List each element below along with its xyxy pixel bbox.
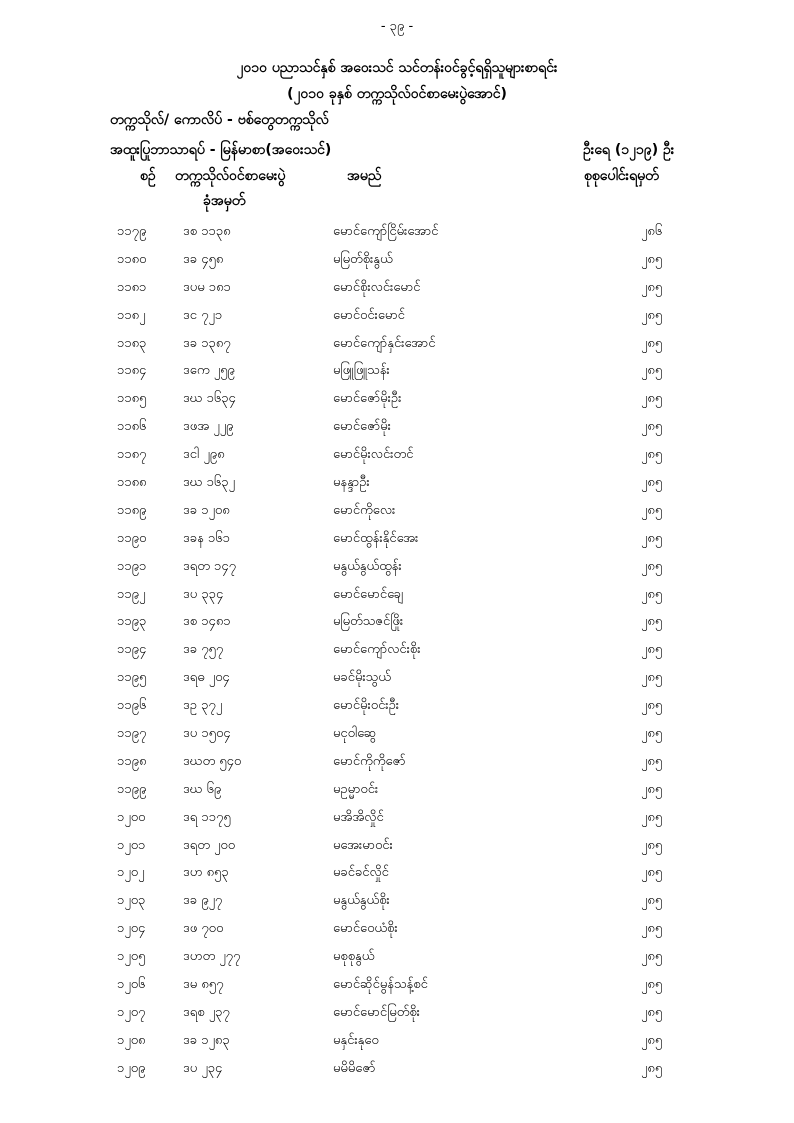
name-cell: မောင်ကျော်လင်းစိုး — [333, 642, 421, 658]
roll-number-cell: ဒဟ ၈၅၃ — [183, 865, 229, 881]
name-cell: မောင်ဇော်မိုးဦး — [333, 391, 402, 407]
serial-cell: ၁၂၀၅ — [117, 949, 146, 965]
roll-number-cell: ဒမ ၈၅၇ — [183, 977, 224, 993]
marks-cell: ၂၈၅ — [641, 307, 663, 323]
serial-cell: ၁၁၉၉ — [117, 781, 147, 797]
table-row — [0, 335, 794, 363]
table-row — [0, 613, 794, 641]
name-cell: မမိမိဇော် — [333, 1060, 376, 1076]
serial-cell: ၁၁၉၂ — [117, 586, 146, 602]
roll-number-cell: ဒခ ၉၂၇ — [183, 893, 223, 909]
table-row — [0, 1032, 794, 1060]
marks-cell: ၂၈၅ — [641, 530, 663, 546]
marks-cell: ၂၈၅ — [641, 781, 663, 797]
serial-cell: ၁၁၉၅ — [117, 670, 147, 686]
table-row — [0, 725, 794, 753]
marks-cell: ၂၈၅ — [641, 614, 663, 630]
serial-cell: ၁၂၀၈ — [117, 1032, 146, 1048]
name-cell: မနှင်းနုဝေ — [333, 1032, 379, 1048]
marks-cell: ၂၈၅ — [641, 363, 663, 379]
name-cell: မဥမ္မာဝင်း — [333, 781, 379, 797]
column-header-name: အမည် — [347, 168, 382, 184]
roll-number-cell: ဒစ ၁၁၃၈ — [183, 224, 231, 239]
marks-cell: ၂၈၅ — [641, 670, 663, 686]
roll-number-cell: ဒဥ ၃၇၂ — [183, 698, 223, 714]
serial-cell: ၁၂၀၃ — [117, 893, 146, 909]
name-cell: မအိအိလှိုင် — [333, 809, 384, 825]
name-cell: မအေးမာဝင်း — [333, 837, 393, 853]
table-row — [0, 641, 794, 669]
table-row — [0, 837, 794, 865]
roll-number-cell: ဒဖအ ၂၂၉ — [183, 419, 234, 435]
roll-number-cell: ဒင ၇၂၁ — [183, 307, 223, 323]
marks-cell: ၂၈၅ — [641, 977, 663, 993]
marks-cell: ၂၈၅ — [641, 893, 663, 909]
serial-cell: ၁၂၀၄ — [117, 921, 146, 937]
marks-cell: ၂၈၅ — [641, 753, 663, 769]
marks-cell: ၂၈၅ — [641, 391, 663, 407]
serial-cell: ၁၂၀၆ — [117, 977, 146, 993]
roll-number-cell: ဒခ ၄၅၈ — [183, 251, 224, 267]
roll-number-cell: ဒစ ၁၄၈၁ — [183, 614, 231, 630]
name-cell: မောင်ကျော်ငြိမ်းအောင် — [333, 224, 439, 239]
roll-number-cell: ဒခန ၁၆၁ — [183, 530, 230, 546]
table-row — [0, 390, 794, 418]
serial-cell: ၁၁၈၄ — [117, 363, 147, 379]
roll-number-cell: ဒရတ ၁၄၇ — [183, 558, 236, 574]
university-label: တက္ကသိုလ်/ ကောလိပ် - ဗစ်တွေတက္ကသိုလ် — [110, 112, 329, 128]
column-header-roll-no: တက္ကသိုလ်ဝင်စာမေးပွဲ — [175, 168, 286, 184]
roll-number-cell: ဒပမ ၁၈၁ — [183, 279, 231, 295]
roll-number-cell: ဒခ ၁၂၀၈ — [183, 502, 230, 518]
serial-cell: ၁၂၀၀ — [117, 809, 146, 825]
serial-cell: ၁၁၉၈ — [117, 753, 147, 769]
table-row — [0, 307, 794, 335]
roll-number-cell: ဒပ ၂၃၄ — [183, 1060, 223, 1076]
marks-cell: ၂၈၅ — [641, 865, 663, 881]
marks-cell: ၂၈၅ — [641, 809, 663, 825]
marks-cell: ၂၈၅ — [641, 642, 663, 658]
marks-cell: ၂၈၅ — [641, 726, 663, 742]
serial-cell: ၁၂၀၂ — [117, 865, 145, 881]
serial-cell: ၁၁၈၇ — [117, 447, 147, 463]
serial-cell: ၁၂၀၉ — [117, 1060, 146, 1076]
serial-cell: ၁၁၉၀ — [117, 530, 147, 546]
marks-cell: ၂၈၅ — [641, 698, 663, 714]
serial-cell: ၁၂၀၁ — [117, 837, 146, 853]
column-header-total-marks: စုစုပေါင်းရမှတ် — [584, 168, 659, 184]
table-row — [0, 892, 794, 920]
table-row — [0, 669, 794, 697]
name-cell: မနန္ဒာဦး — [333, 475, 370, 491]
serial-cell: ၁၂၀၇ — [117, 1004, 146, 1020]
table-row — [0, 586, 794, 614]
roll-number-cell: ဒခ ၁၂၈၃ — [183, 1032, 230, 1048]
marks-cell: ၂၈၅ — [641, 475, 663, 491]
name-cell: မနွယ်နွယ်ထွန်း — [333, 558, 402, 574]
marks-cell: ၂၈၅ — [641, 502, 663, 518]
roll-number-cell: ဒကေ ၂၅၉ — [183, 363, 235, 379]
roll-number-cell: ဒရ ၁၁၇၅ — [183, 809, 231, 825]
table-row — [0, 446, 794, 474]
name-cell: မောင်စိုးလင်းမောင် — [333, 279, 421, 295]
name-cell: မဖြူဖြူသန်း — [333, 363, 390, 379]
total-count-label: ဦးရေ (၁၂၁၉) ဦး — [583, 142, 675, 158]
serial-cell: ၁၁၈၂ — [117, 307, 146, 323]
marks-cell: ၂၈၅ — [641, 251, 663, 267]
document-title: ၂၀၁၀ ပညာသင်နှစ် အဝေးသင် သင်တန်းဝင်ခွင့်ရရှိသူများစာရင်း — [236, 60, 558, 76]
roll-number-cell: ဒဃ ၁၆၃၂ — [183, 475, 235, 491]
serial-cell: ၁၁၈၃ — [117, 335, 147, 351]
serial-cell: ၁၁၈၈ — [117, 475, 147, 491]
document-subtitle: (၂၀၁၀ ခုနှစ် တက္ကသိုလ်ဝင်စာမေးပွဲအောင်) — [287, 86, 507, 102]
name-cell: မနွယ်နွယ်စိုး — [333, 893, 390, 909]
table-row — [0, 223, 794, 251]
roll-number-cell: ဒငါ ၂၉၈ — [183, 447, 225, 463]
name-cell: မောင်မောင်ချေ — [333, 586, 404, 602]
serial-cell: ၁၁၈၅ — [117, 391, 147, 407]
table-row — [0, 976, 794, 1004]
marks-cell: ၂၈၅ — [641, 586, 663, 602]
table-row — [0, 753, 794, 781]
marks-cell: ၂၈၅ — [641, 419, 663, 435]
serial-cell: ၁၁၉၄ — [117, 642, 147, 658]
roll-number-cell: ဒရစ ၂၃၇ — [183, 1004, 230, 1020]
serial-cell: ၁၁၈၉ — [117, 502, 147, 518]
marks-cell: ၂၈၅ — [641, 921, 663, 937]
table-row — [0, 558, 794, 586]
roll-number-cell: ဒခ ၁၃၈၇ — [183, 335, 231, 351]
table-row — [0, 279, 794, 307]
table-row — [0, 502, 794, 530]
serial-cell: ၁၁၈၁ — [117, 279, 147, 295]
serial-cell: ၁၁၉၁ — [117, 558, 147, 574]
name-cell: မောင်မိုးဝင်းဦး — [333, 698, 400, 714]
table-row — [0, 251, 794, 279]
results-list — [0, 223, 794, 1088]
table-row — [0, 864, 794, 892]
name-cell: မောင်ဝင်းမောင် — [333, 307, 405, 323]
roll-number-cell: ဒဖ ၇၀၀ — [183, 921, 224, 937]
column-header-serial: စဉ် — [140, 168, 156, 184]
table-row — [0, 530, 794, 558]
table-row — [0, 948, 794, 976]
table-row — [0, 362, 794, 390]
table-row — [0, 809, 794, 837]
marks-cell: ၂၈၅ — [641, 949, 663, 965]
name-cell: မမြတ်သဇင်ဖြိုး — [333, 614, 404, 630]
name-cell: မောင်ကျော်နှင်းအောင် — [333, 335, 436, 351]
name-cell: မောင်မိုးလင်းတင် — [333, 447, 414, 463]
serial-cell: ၁၁၉၃ — [117, 614, 147, 630]
table-row — [0, 1060, 794, 1088]
table-row — [0, 697, 794, 725]
marks-cell: ၂၈၅ — [641, 279, 663, 295]
column-header-roll-no-line2: ခုံအမှတ် — [203, 193, 246, 209]
marks-cell: ၂၈၅ — [641, 1004, 663, 1020]
marks-cell: ၂၈၅ — [641, 1060, 663, 1076]
serial-cell: ၁၁၉၆ — [117, 698, 147, 714]
name-cell: မောင်ကိုလေး — [333, 502, 396, 518]
serial-cell: ၁၁၈၆ — [117, 419, 147, 435]
marks-cell: ၂၈၅ — [641, 1032, 663, 1048]
name-cell: မောင်ဝေယံစိုး — [333, 921, 398, 937]
name-cell: မခင်မိုးသွယ် — [333, 670, 391, 686]
roll-number-cell: ဒရတ ၂၀၀ — [183, 837, 236, 853]
marks-cell: ၂၈၅ — [641, 558, 663, 574]
roll-number-cell: ဒဃ ၆၉ — [183, 781, 222, 797]
name-cell: မစုစုနွယ် — [333, 949, 375, 965]
roll-number-cell: ဒဟတ ၂၇၇ — [183, 949, 241, 965]
name-cell: မောင်ဇော်မိုး — [333, 419, 391, 435]
name-cell: မငုဝါဆွေ — [333, 726, 377, 742]
table-row — [0, 1004, 794, 1032]
name-cell: မောင်ထွန်းနိုင်အေး — [333, 530, 419, 546]
subject-label: အထူးပြုဘာသာရပ် - မြန်မာစာ(အဝေးသင်) — [110, 142, 332, 158]
marks-cell: ၂၈၅ — [641, 837, 663, 853]
serial-cell: ၁၁၉၇ — [117, 726, 147, 742]
roll-number-cell: ဒပ ၃၃၄ — [183, 586, 224, 602]
name-cell: မမြတ်စိုးနွယ် — [333, 251, 393, 267]
name-cell: မခင်ခင်လှိုင် — [333, 865, 389, 881]
table-row — [0, 418, 794, 446]
roll-number-cell: ဒရဓ ၂၀၄ — [183, 670, 230, 686]
table-row — [0, 781, 794, 809]
marks-cell: ၂၈၅ — [641, 335, 663, 351]
page-number: - ၃၉ - — [380, 19, 414, 34]
table-row — [0, 474, 794, 502]
name-cell: မောင်ဆိုင်မွန်သန့်စင် — [333, 977, 428, 993]
roll-number-cell: ဒပ ၁၅၀၄ — [183, 726, 231, 742]
table-row — [0, 920, 794, 948]
marks-cell: ၂၈၅ — [641, 447, 663, 463]
serial-cell: ၁၁၈၀ — [117, 251, 147, 267]
serial-cell: ၁၁၇၉ — [117, 224, 147, 239]
name-cell: မောင်မောင်မြတ်စိုး — [333, 1004, 420, 1020]
marks-cell: ၂၈၆ — [641, 224, 663, 239]
roll-number-cell: ဒဃတ ၅၄၀ — [183, 753, 242, 769]
roll-number-cell: ဒဃ ၁၆၃၄ — [183, 391, 236, 407]
roll-number-cell: ဒခ ၇၅၇ — [183, 642, 224, 658]
name-cell: မောင်ကိုကိုဇော် — [333, 753, 406, 769]
